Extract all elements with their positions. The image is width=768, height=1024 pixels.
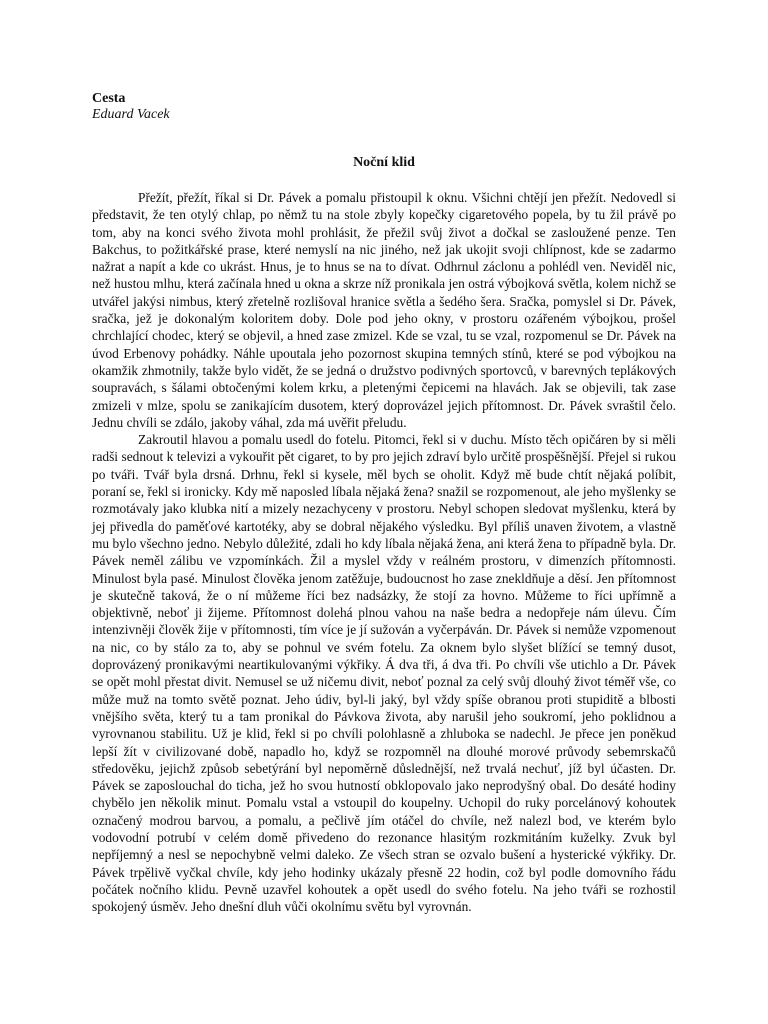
document-header xyxy=(92,91,392,123)
document-title: Cesta xyxy=(92,91,126,106)
section-title: Noční klid xyxy=(353,155,415,170)
paragraph-1: Přežít, přežít, říkal si Dr. Pávek a pomalu přistoupil k oknu. Všichni chtějí jen přežít. Nedovedl si představit, že ten otylý chlap, po němž tu na stole zbyly kopečky cigaretového popela, by tu žil právě po tom, aby na konci svého života mohl prohlásit, že přežil svůj život a dočkal se zasloužené penze. Ten Bakchus, to požitkářské prase, které nemyslí na nic jiného, než jak ukojit svoji chlípnost, kde se zadarmo nažrat a napít a kde co ukrást. Hnus, je to hnus se na to dívat. Odhrnul záclonu a pohlédl ven. Neviděl nic, než hustou mlhu, která začínala hned u okna a skrze níž pronikala jen ostrá výbojková světla, kolem nichž se utvářel jakýsi nimbus, který zřetelně rozlišoval hranice světla a šedého šera. Sračka, pomyslel si Dr. Pávek, sračka, jež je dokonalým koloritem doby. Dole pod jeho okny, v prostoru ozářeném výbojkou, prošel chrchlající chodec, který se objevil, a hned zase zmizel. Kde se vzal, tu se vzal, rozpomenul se Dr. Pávek na úvod Erbenovy pohádky. Náhle upoutala jeho pozornost skupina temných stínů, které se pod výbojkou na okamžik zhmotnily, takže bylo vidět, že se jedná o družstvo podivných sportovců, v barevných teplákových soupravách, s šálami obtočenými kolem krku, a pletenými čepicemi na hlavách. Jak se objevili, tak zase zmizeli v mlze, spolu se zanikajícím dusotem, který doprovázel jejich přítomnost. Dr. Pávek svraštil čelo. Jednu chvíli se zdálo, jakoby váhal, zda má uvěřit přeludu. xyxy=(92,190,676,430)
document-body xyxy=(92,189,676,915)
paragraph-2: Zakroutil hlavou a pomalu usedl do fotelu. Pitomci, řekl si v duchu. Místo těch opičáren by si měli radši sednout k televizi a vykouřit pět cigaret, to by pro jejich zdraví bylo určitě prospěšnější. Přejel si rukou po tváři. Tvář byla drsná. Drhnu, řekl si kysele, měl bych se oholit. Když mě bude chtít nějaká políbit, poraní se, řekl si ironicky. Kdy mě naposled líbala nějaká žena? snažil se rozpomenout, ale jeho myšlenky se rozmotávaly jako klubka nití a mizely nezachyceny v prostoru. Nebyl schopen sledovat myšlenku, která by jej přivedla do paměťové kartotéky, aby se dobral nějakého výsledku. Byl příliš unaven životem, a vlastně mu bylo všechno jedno. Nebylo důležité, zdali ho kdy líbala nějaká žena, ani která žena to případně byla. Dr. Pávek neměl zálibu ve vzpomínkách. Žil a myslel vždy v reálném prostoru, v dimenzích přítomnosti. Minulost byla pasé. Minulost člověka jenom zatěžuje, budoucnost ho zase znekldňuje a děsí. Jen přítomnost je skutečně taková, že o ní můžeme říci bez nadsázky, že stojí za hovno. Můžeme to říci upřímně a objektivně, neboť ji žijeme. Přítomnost dolehá plnou vahou na naše bedra a nedopřeje nám úlevu. Čím intenzivněji člověk žije v přítomnosti, tím více je jí sužován a vyčerpáván. Dr. Pávek si nemůže vzpomenout na nic, co by stálo za to, aby se pohnul ve svém fotelu. Za oknem bylo slyšet blížící se temný dusot, doprovázený pronikavými neartikulovanými výkřiky. Á dva tři, á dva tři. Po chvíli vše utichlo a Dr. Pávek se opět mohl přestat divit. Nemusel se už ničemu divit, neboť poznal za celý svůj dlouhý život téměř vše, co může muž na tomto světě poznat. Jeho údiv, byl-li jaký, byl vždy spíše obranou proti stupiditě a blbosti vnějšího světa, který tu a tam pronikal do Pávkova života, aby narušil jeho soukromí, jeho poklidnou a vyrovnanou stabilitu. Už je klid, řekl si po chvíli polohlasně a zhluboka se nadechl. Je přece jen poněkud lepší žít v civilizované době, napadlo ho, když se rozpomněl na dlouhé morové průvody sebemrskačů středověku, jejichž způsob sebetýrání byl nepoměrně důslednější, než trvalá nechuť, jíž byl účasten. Dr. Pávek se zaposlouchal do ticha, jež ho svou hutností obklopovalo jako neprodyšný obal. Do desáté hodiny chybělo jen několik minut. Pomalu vstal a vstoupil do koupelny. Uchopil do ruky porcelánový kohoutek označený modrou barvou, a pomalu, a pečlivě jím otáčel do chvíle, než nalezl bod, ve kterém bylo vodovodní potrubí v celém domě přivedeno do rezonance hlasitým rozkmitáním kuželky. Zvuk byl nepříjemný a nesl se nepochybně velmi daleko. Ze všech stran se ozvalo bušení a hysterické výkřiky. Dr. Pávek trpělivě vyčkal chvíle, kdy jeho hodinky ukázaly přesně 22 hodin, což byl podle domovního řádu počátek nočního klidu. Pevně uzavřel kohoutek a opět usedl do svého fotelu. Na jeho tváři se rozhostil spokojený úsměv. Jeho dnešní dluh vůči okolnímu světu byl vyrovnán. xyxy=(92,432,676,915)
document-author: Eduard Vacek xyxy=(92,107,170,122)
